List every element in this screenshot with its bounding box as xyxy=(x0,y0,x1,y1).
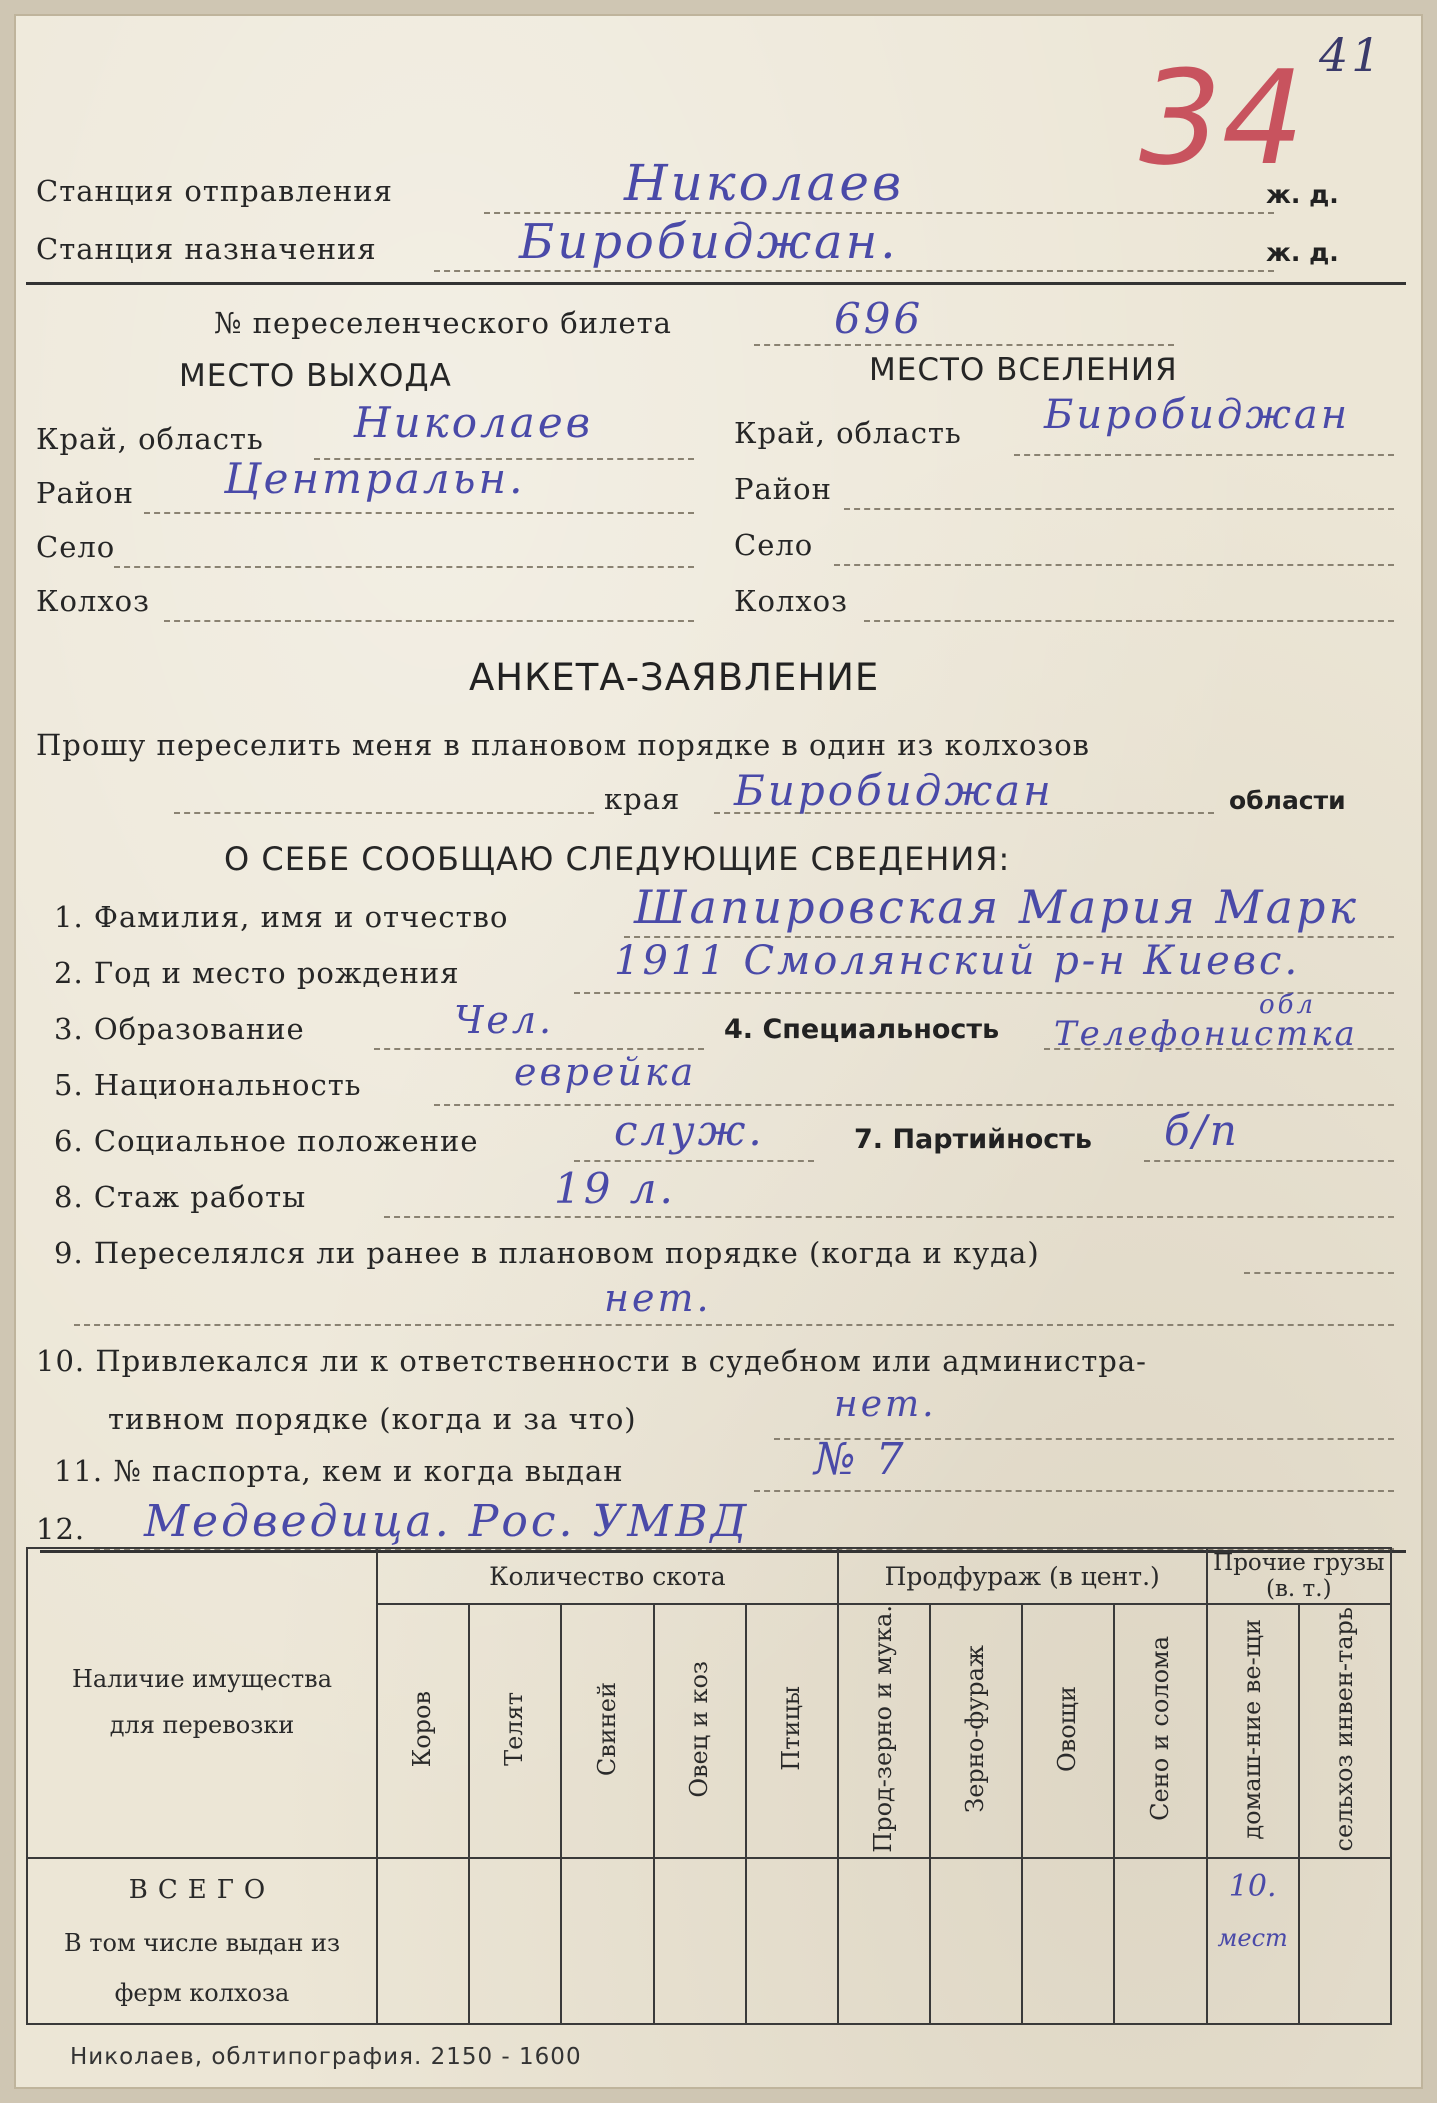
q9-value: нет. xyxy=(604,1276,712,1320)
request-value: Биробиджан xyxy=(734,766,1054,815)
exit-place-heading: МЕСТО ВЫХОДА xyxy=(179,358,452,394)
ticket-line xyxy=(754,344,1174,346)
cell-pigs xyxy=(561,1858,653,2024)
cell-grain-flour xyxy=(838,1858,930,2024)
q7-line xyxy=(1144,1160,1394,1162)
cell-grain-fodder xyxy=(930,1858,1022,2024)
col-household: домаш-ние ве-щи xyxy=(1207,1604,1299,1858)
departure-label: Станция отправления xyxy=(36,174,393,208)
q6-value: служ. xyxy=(614,1106,765,1155)
col-farm-tools: сельхоз инвен-тарь xyxy=(1299,1604,1391,1858)
q6-line xyxy=(574,1160,814,1162)
cattle-group-header: Количество скота xyxy=(377,1548,838,1604)
q10-label-line1: 10. Привлекался ли к ответственности в судебном или администра- xyxy=(36,1344,1147,1378)
request-oblasti: области xyxy=(1229,786,1346,815)
exit-village-label: Село xyxy=(36,530,116,564)
goods-row-label: Наличие имущества для перевозки xyxy=(27,1548,377,1858)
settle-district-label: Район xyxy=(734,472,832,506)
q7-value: б/п xyxy=(1164,1106,1240,1155)
info-heading: О СЕБЕ СООБЩАЮ СЛЕДУЮЩИЕ СВЕДЕНИЯ: xyxy=(224,840,1011,878)
settle-region-value: Биробиджан xyxy=(1044,392,1351,438)
exit-district-value: Центральн. xyxy=(224,454,526,503)
household-value: 10. xyxy=(1228,1868,1277,1904)
q9-line1 xyxy=(1244,1272,1394,1274)
q2-extra: обл xyxy=(1259,990,1317,1020)
col-grain-fodder: Зерно-фураж xyxy=(930,1604,1022,1858)
exit-region-label: Край, область xyxy=(36,422,264,456)
q5-line xyxy=(434,1104,1394,1106)
col-poultry: Птицы xyxy=(746,1604,838,1858)
goods-table xyxy=(26,1547,1392,2025)
q1-value: Шапировская Мария Марк xyxy=(634,880,1359,934)
destination-value: Биробиджан. xyxy=(519,214,899,270)
q11-line xyxy=(754,1490,1394,1492)
q3-label: 3. Образование xyxy=(54,1012,305,1046)
destination-suffix: ж. д. xyxy=(1266,238,1339,267)
col-cows: Коров xyxy=(377,1604,469,1858)
q5-label: 5. Национальность xyxy=(54,1068,362,1102)
settle-kolkhoz-line xyxy=(864,620,1394,622)
exit-kolkhoz-label: Колхоз xyxy=(36,584,150,618)
settle-district-line xyxy=(844,508,1394,510)
destination-label: Станция назначения xyxy=(36,232,377,266)
settle-region-line xyxy=(1014,454,1394,456)
q3-value: Чел. xyxy=(454,998,555,1042)
col-calves: Телят xyxy=(469,1604,561,1858)
q11-label: 11. № паспорта, кем и когда выдан xyxy=(54,1454,624,1488)
ticket-label: № переселенческого билета xyxy=(214,306,672,340)
q1-label: 1. Фамилия, имя и отчество xyxy=(54,900,509,934)
exit-district-label: Район xyxy=(36,476,134,510)
archive-number-stamp: 34 xyxy=(1139,42,1305,194)
col-sheep-goats: Овец и коз xyxy=(654,1604,746,1858)
total-sub-label: В том числе выдан из ферм колхоза xyxy=(63,1928,341,2008)
q7-label: 7. Партийность xyxy=(854,1124,1093,1155)
totals-label-cell xyxy=(27,1858,377,2024)
exit-district-line xyxy=(144,512,694,514)
request-line1: Прошу переселить меня в плановом порядке в один из колхозов xyxy=(36,728,1091,762)
settle-village-label: Село xyxy=(734,528,814,562)
other-group-header: Прочие грузы (в. т.) xyxy=(1207,1548,1391,1604)
route-separator xyxy=(26,282,1406,285)
exit-region-value: Николаев xyxy=(354,398,594,447)
col-pigs: Свиней xyxy=(561,1604,653,1858)
q2-label: 2. Год и место рождения xyxy=(54,956,460,990)
cell-sheep-goats xyxy=(654,1858,746,2024)
request-line-left xyxy=(174,812,594,814)
printer-footer: Николаев, облтипография. 2150 - 1600 xyxy=(70,2044,582,2070)
q4-label: 4. Специальность xyxy=(724,1014,1000,1045)
total-label: ВСЕГО xyxy=(128,1875,276,1906)
col-hay-straw: Сено и солома xyxy=(1114,1604,1206,1858)
q10-value: нет. xyxy=(834,1384,937,1425)
settle-kolkhoz-label: Колхоз xyxy=(734,584,848,618)
exit-village-line xyxy=(114,566,694,568)
departure-suffix: ж. д. xyxy=(1266,180,1339,209)
q9-label: 9. Переселялся ли ранее в плановом порядке (когда и куда) xyxy=(54,1236,1040,1270)
page-number: 41 xyxy=(1319,28,1384,82)
cell-household xyxy=(1207,1858,1299,2024)
exit-kolkhoz-line xyxy=(164,620,694,622)
q11-value: № 7 xyxy=(814,1434,907,1485)
fodder-group-header: Продфураж (в цент.) xyxy=(838,1548,1207,1604)
ticket-value: 696 xyxy=(834,294,924,343)
cell-poultry xyxy=(746,1858,838,2024)
cell-calves xyxy=(469,1858,561,2024)
q4-value: Телефонистка xyxy=(1054,1014,1358,1054)
q9-line2 xyxy=(74,1324,1394,1326)
settle-place-heading: МЕСТО ВСЕЛЕНИЯ xyxy=(869,352,1178,388)
form-title: АНКЕТА-ЗАЯВЛЕНИЕ xyxy=(469,656,880,699)
q8-label: 8. Стаж работы xyxy=(54,1180,307,1214)
q12-value: Медведица. Рос. УМВД xyxy=(144,1496,750,1547)
settle-region-label: Край, область xyxy=(734,416,962,450)
settle-village-line xyxy=(834,564,1394,566)
q8-line xyxy=(384,1216,1394,1218)
q8-value: 19 л. xyxy=(554,1164,676,1213)
cell-cows xyxy=(377,1858,469,2024)
cell-hay-straw xyxy=(1114,1858,1206,2024)
destination-line xyxy=(434,270,1274,272)
q12-label: 12. xyxy=(36,1512,86,1546)
household-unit: мест xyxy=(1217,1923,1288,1952)
col-grain-flour: Прод-зерно и мука. xyxy=(838,1604,930,1858)
cell-vegetables xyxy=(1022,1858,1114,2024)
q10-label-line2: тивном порядке (когда и за что) xyxy=(108,1402,637,1436)
request-kraya: края xyxy=(604,782,681,816)
q6-label: 6. Социальное положение xyxy=(54,1124,479,1158)
col-vegetables: Овощи xyxy=(1022,1604,1114,1858)
cell-farm-tools xyxy=(1299,1858,1391,2024)
q2-value: 1911 Смолянский р-н Киевс. xyxy=(614,938,1301,984)
departure-value: Николаев xyxy=(624,154,905,212)
q5-value: еврейка xyxy=(514,1050,697,1094)
